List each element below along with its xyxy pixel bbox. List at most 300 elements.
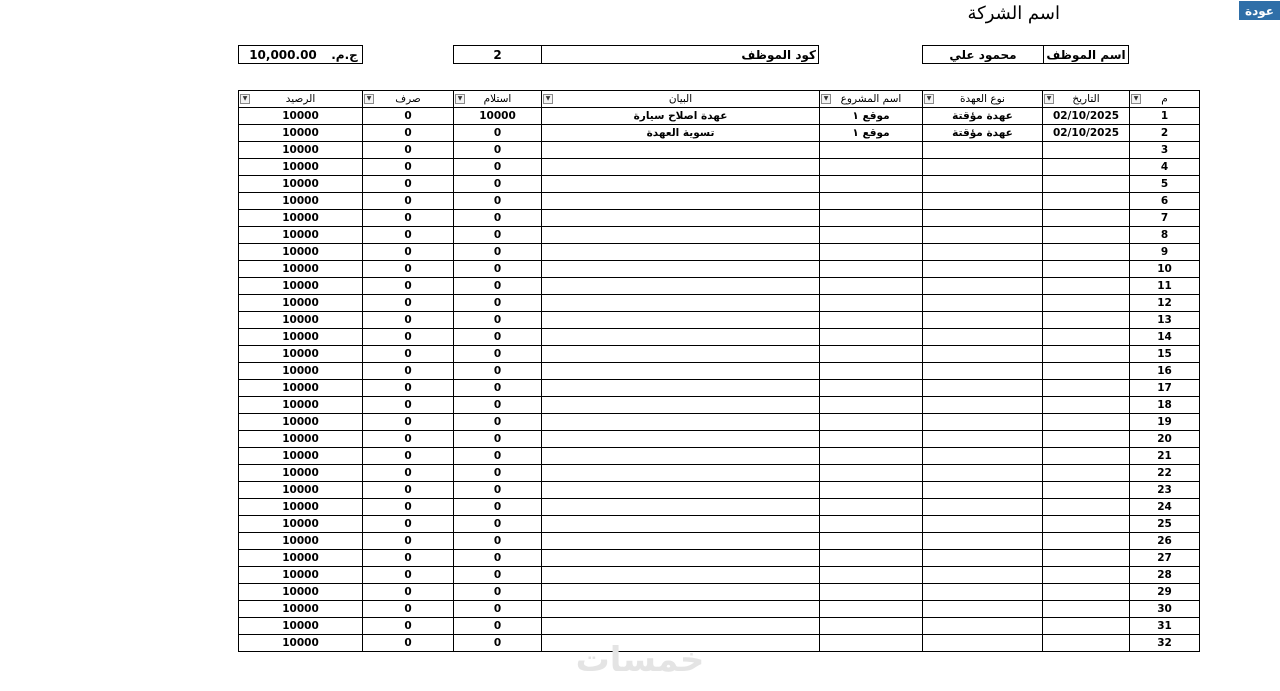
disbursement-cell[interactable]: 0 [363,550,454,567]
date-cell[interactable] [1043,584,1130,601]
filter-dropdown-icon[interactable]: ▼ [1131,94,1141,104]
description-cell[interactable] [542,210,820,227]
disbursement-cell[interactable]: 0 [363,159,454,176]
date-cell[interactable] [1043,312,1130,329]
receipt-cell[interactable]: 0 [454,261,542,278]
index-cell[interactable]: 2 [1130,125,1200,142]
custody-type-cell[interactable] [923,618,1043,635]
receipt-cell[interactable]: 0 [454,312,542,329]
project-name-cell[interactable] [820,482,923,499]
table-body [239,108,1200,652]
index-cell[interactable]: 4 [1130,159,1200,176]
disbursement-cell[interactable]: 0 [363,108,454,125]
description-cell[interactable] [542,550,820,567]
project-name-cell[interactable] [820,210,923,227]
disbursement-cell[interactable]: 0 [363,210,454,227]
project-name-cell[interactable] [820,601,923,618]
receipt-cell[interactable]: 0 [454,295,542,312]
index-cell[interactable]: 28 [1130,567,1200,584]
disbursement-cell[interactable]: 0 [363,312,454,329]
column-header-index[interactable] [1130,91,1200,108]
project-name-cell[interactable] [820,567,923,584]
description-cell[interactable] [542,261,820,278]
custody-type-cell[interactable] [923,499,1043,516]
filter-dropdown-icon[interactable]: ▼ [821,94,831,104]
receipt-cell[interactable]: 0 [454,635,542,652]
project-name-cell[interactable] [820,329,923,346]
date-cell[interactable] [1043,533,1130,550]
balance-cell[interactable]: 10000 [239,193,363,210]
date-cell[interactable] [1043,159,1130,176]
balance-cell[interactable]: 10000 [239,210,363,227]
balance-cell[interactable]: 10000 [239,244,363,261]
table-row [239,227,1200,244]
table-row [239,142,1200,159]
project-name-cell[interactable] [820,584,923,601]
date-cell[interactable]: 02/10/2025 [1043,125,1130,142]
description-cell[interactable] [542,329,820,346]
table-row [239,567,1200,584]
table-row [239,125,1200,142]
receipt-cell[interactable]: 0 [454,550,542,567]
project-name-cell[interactable]: موقع ١ [820,108,923,125]
balance-cell[interactable]: 10000 [239,125,363,142]
receipt-cell[interactable]: 0 [454,482,542,499]
balance-cell[interactable]: 10000 [239,567,363,584]
date-cell[interactable] [1043,244,1130,261]
receipt-cell[interactable]: 0 [454,193,542,210]
description-cell[interactable] [542,567,820,584]
description-cell[interactable]: عهدة اصلاح سيارة [542,108,820,125]
disbursement-cell[interactable]: 0 [363,499,454,516]
date-cell[interactable] [1043,635,1130,652]
project-name-cell[interactable] [820,499,923,516]
date-cell[interactable] [1043,227,1130,244]
custody-type-cell[interactable] [923,550,1043,567]
description-cell[interactable] [542,414,820,431]
index-cell[interactable]: 22 [1130,465,1200,482]
description-cell[interactable] [542,448,820,465]
description-cell[interactable] [542,312,820,329]
custody-type-cell[interactable] [923,261,1043,278]
balance-currency: ج.م. [331,47,358,62]
receipt-cell[interactable]: 0 [454,516,542,533]
project-name-cell[interactable] [820,346,923,363]
description-cell[interactable] [542,397,820,414]
receipt-cell[interactable]: 0 [454,431,542,448]
custody-type-cell[interactable]: عهدة مؤقتة [923,108,1043,125]
date-cell[interactable] [1043,601,1130,618]
disbursement-cell[interactable]: 0 [363,125,454,142]
receipt-cell[interactable]: 0 [454,601,542,618]
index-cell[interactable]: 9 [1130,244,1200,261]
project-name-cell[interactable] [820,431,923,448]
index-cell[interactable]: 26 [1130,533,1200,550]
balance-cell[interactable]: 10000 [239,312,363,329]
description-cell[interactable] [542,499,820,516]
balance-box [238,45,363,64]
receipt-cell[interactable]: 0 [454,414,542,431]
custody-type-cell[interactable] [923,363,1043,380]
balance-cell[interactable]: 10000 [239,142,363,159]
index-cell[interactable]: 3 [1130,142,1200,159]
receipt-cell[interactable]: 0 [454,210,542,227]
date-cell[interactable] [1043,482,1130,499]
table-row [239,108,1200,125]
date-cell[interactable] [1043,295,1130,312]
disbursement-cell[interactable]: 0 [363,176,454,193]
date-cell[interactable] [1043,380,1130,397]
disbursement-cell[interactable]: 0 [363,363,454,380]
balance-cell[interactable]: 10000 [239,584,363,601]
custody-type-cell[interactable] [923,533,1043,550]
column-header-label: الرصيد [285,93,316,105]
balance-cell[interactable]: 10000 [239,278,363,295]
project-name-cell[interactable] [820,278,923,295]
balance-cell[interactable]: 10000 [239,499,363,516]
custody-type-cell[interactable] [923,278,1043,295]
index-cell[interactable]: 7 [1130,210,1200,227]
table-row [239,193,1200,210]
index-cell[interactable]: 31 [1130,618,1200,635]
table-row [239,176,1200,193]
custody-type-cell[interactable] [923,244,1043,261]
index-cell[interactable]: 24 [1130,499,1200,516]
disbursement-cell[interactable]: 0 [363,329,454,346]
project-name-cell[interactable] [820,550,923,567]
index-cell[interactable]: 18 [1130,397,1200,414]
disbursement-cell[interactable]: 0 [363,142,454,159]
column-header-custody-type[interactable] [923,91,1043,108]
description-cell[interactable] [542,346,820,363]
balance-cell[interactable]: 10000 [239,516,363,533]
index-cell[interactable]: 27 [1130,550,1200,567]
receipt-cell[interactable]: 0 [454,176,542,193]
custody-type-cell[interactable] [923,482,1043,499]
custody-type-cell[interactable] [923,414,1043,431]
company-title: اسم الشركة [967,3,1060,24]
custody-type-cell[interactable] [923,142,1043,159]
balance-cell[interactable]: 10000 [239,550,363,567]
custody-type-cell[interactable] [923,295,1043,312]
description-cell[interactable] [542,584,820,601]
back-button[interactable]: عودة [1239,1,1280,20]
project-name-cell[interactable] [820,448,923,465]
custody-type-cell[interactable] [923,465,1043,482]
custody-type-cell[interactable] [923,601,1043,618]
project-name-cell[interactable] [820,295,923,312]
employee-code-value[interactable]: 2 [454,46,542,63]
date-cell[interactable] [1043,465,1130,482]
custody-type-cell[interactable] [923,346,1043,363]
project-name-cell[interactable]: موقع ١ [820,125,923,142]
employee-code-label: كود الموظف [741,47,816,62]
date-cell[interactable] [1043,448,1130,465]
description-cell[interactable] [542,465,820,482]
table-row [239,499,1200,516]
custody-type-cell[interactable]: عهدة مؤقتة [923,125,1043,142]
date-cell[interactable] [1043,550,1130,567]
project-name-cell[interactable] [820,176,923,193]
disbursement-cell[interactable]: 0 [363,431,454,448]
disbursement-cell[interactable]: 0 [363,465,454,482]
column-header-date[interactable] [1043,91,1130,108]
index-cell[interactable]: 17 [1130,380,1200,397]
custody-type-cell[interactable] [923,193,1043,210]
employee-name-box [922,45,1129,64]
receipt-cell[interactable]: 0 [454,380,542,397]
project-name-cell[interactable] [820,380,923,397]
table-row [239,278,1200,295]
receipt-cell[interactable]: 0 [454,465,542,482]
index-cell[interactable]: 21 [1130,448,1200,465]
project-name-cell[interactable] [820,414,923,431]
table-row [239,363,1200,380]
disbursement-cell[interactable]: 0 [363,516,454,533]
receipt-cell[interactable]: 10000 [454,108,542,125]
balance-cell[interactable]: 10000 [239,482,363,499]
project-name-cell[interactable] [820,635,923,652]
balance-cell[interactable]: 10000 [239,533,363,550]
balance-cell[interactable]: 10000 [239,346,363,363]
disbursement-cell[interactable]: 0 [363,295,454,312]
disbursement-cell[interactable]: 0 [363,193,454,210]
balance-cell[interactable]: 10000 [239,329,363,346]
balance-cell[interactable]: 10000 [239,295,363,312]
table-row [239,431,1200,448]
column-header-label: نوع العهدة [960,93,1005,105]
description-cell[interactable] [542,295,820,312]
project-name-cell[interactable] [820,244,923,261]
receipt-cell[interactable]: 0 [454,244,542,261]
project-name-cell[interactable] [820,533,923,550]
filter-dropdown-icon[interactable]: ▼ [364,94,374,104]
disbursement-cell[interactable]: 0 [363,380,454,397]
description-cell[interactable] [542,363,820,380]
index-cell[interactable]: 25 [1130,516,1200,533]
index-cell[interactable]: 29 [1130,584,1200,601]
index-cell[interactable]: 10 [1130,261,1200,278]
filter-dropdown-icon[interactable]: ▼ [455,94,465,104]
column-header-project-name[interactable] [820,91,923,108]
balance-cell[interactable]: 10000 [239,176,363,193]
balance-cell[interactable]: 10000 [239,227,363,244]
project-name-cell[interactable] [820,193,923,210]
balance-cell[interactable]: 10000 [239,363,363,380]
custody-type-cell[interactable] [923,176,1043,193]
table-row [239,261,1200,278]
description-cell[interactable] [542,635,820,652]
index-cell[interactable]: 16 [1130,363,1200,380]
date-cell[interactable] [1043,142,1130,159]
description-cell[interactable] [542,601,820,618]
column-header-balance[interactable] [239,91,363,108]
receipt-cell[interactable]: 0 [454,329,542,346]
project-name-cell[interactable] [820,516,923,533]
disbursement-cell[interactable]: 0 [363,397,454,414]
table-row [239,601,1200,618]
project-name-cell[interactable] [820,363,923,380]
filter-dropdown-icon[interactable]: ▼ [924,94,934,104]
balance-cell[interactable]: 10000 [239,465,363,482]
project-name-cell[interactable] [820,159,923,176]
balance-cell[interactable]: 10000 [239,159,363,176]
project-name-cell[interactable] [820,142,923,159]
receipt-cell[interactable]: 0 [454,346,542,363]
custody-type-cell[interactable] [923,448,1043,465]
date-cell[interactable] [1043,193,1130,210]
balance-cell[interactable]: 10000 [239,397,363,414]
receipt-cell[interactable]: 0 [454,584,542,601]
receipt-cell[interactable]: 0 [454,125,542,142]
description-cell[interactable] [542,193,820,210]
disbursement-cell[interactable]: 0 [363,278,454,295]
custody-type-cell[interactable] [923,312,1043,329]
receipt-cell[interactable]: 0 [454,448,542,465]
date-cell[interactable] [1043,516,1130,533]
receipt-cell[interactable]: 0 [454,533,542,550]
table-row [239,397,1200,414]
date-cell[interactable] [1043,618,1130,635]
date-cell[interactable] [1043,346,1130,363]
receipt-cell[interactable]: 0 [454,159,542,176]
disbursement-cell[interactable]: 0 [363,346,454,363]
balance-cell[interactable]: 10000 [239,635,363,652]
index-cell[interactable]: 5 [1130,176,1200,193]
balance-cell[interactable]: 10000 [239,601,363,618]
description-cell[interactable] [542,244,820,261]
disbursement-cell[interactable]: 0 [363,567,454,584]
balance-cell[interactable]: 10000 [239,108,363,125]
date-cell[interactable] [1043,329,1130,346]
index-cell[interactable]: 32 [1130,635,1200,652]
custody-type-cell[interactable] [923,567,1043,584]
employee-name-value[interactable]: محمود علي [923,46,1044,63]
date-cell[interactable] [1043,176,1130,193]
date-cell[interactable] [1043,414,1130,431]
disbursement-cell[interactable]: 0 [363,635,454,652]
disbursement-cell[interactable]: 0 [363,584,454,601]
date-cell[interactable] [1043,363,1130,380]
project-name-cell[interactable] [820,465,923,482]
project-name-cell[interactable] [820,261,923,278]
filter-dropdown-icon[interactable]: ▼ [240,94,250,104]
index-cell[interactable]: 13 [1130,312,1200,329]
index-cell[interactable]: 8 [1130,227,1200,244]
index-cell[interactable]: 11 [1130,278,1200,295]
index-cell[interactable]: 30 [1130,601,1200,618]
receipt-cell[interactable]: 0 [454,278,542,295]
description-cell[interactable] [542,278,820,295]
date-cell[interactable] [1043,397,1130,414]
description-cell[interactable] [542,227,820,244]
filter-dropdown-icon[interactable]: ▼ [543,94,553,104]
disbursement-cell[interactable]: 0 [363,244,454,261]
disbursement-cell[interactable]: 0 [363,448,454,465]
date-cell[interactable] [1043,278,1130,295]
receipt-cell[interactable]: 0 [454,567,542,584]
disbursement-cell[interactable]: 0 [363,601,454,618]
balance-cell[interactable]: 10000 [239,380,363,397]
date-cell[interactable] [1043,567,1130,584]
balance-cell[interactable]: 10000 [239,448,363,465]
custody-type-cell[interactable] [923,516,1043,533]
description-cell[interactable] [542,142,820,159]
custody-type-cell[interactable] [923,227,1043,244]
date-cell[interactable] [1043,431,1130,448]
index-cell[interactable]: 23 [1130,482,1200,499]
disbursement-cell[interactable]: 0 [363,414,454,431]
description-cell[interactable] [542,176,820,193]
description-cell[interactable] [542,618,820,635]
date-cell[interactable] [1043,261,1130,278]
receipt-cell[interactable]: 0 [454,397,542,414]
balance-cell[interactable]: 10000 [239,431,363,448]
index-cell[interactable]: 14 [1130,329,1200,346]
project-name-cell[interactable] [820,618,923,635]
disbursement-cell[interactable]: 0 [363,482,454,499]
index-cell[interactable]: 19 [1130,414,1200,431]
column-header-receipt[interactable] [454,91,542,108]
custody-type-cell[interactable] [923,431,1043,448]
description-cell[interactable]: تسوية العهدة [542,125,820,142]
description-cell[interactable] [542,431,820,448]
balance-cell[interactable]: 10000 [239,261,363,278]
custody-type-cell[interactable] [923,397,1043,414]
index-cell[interactable]: 6 [1130,193,1200,210]
date-cell[interactable]: 02/10/2025 [1043,108,1130,125]
filter-dropdown-icon[interactable]: ▼ [1044,94,1054,104]
index-cell[interactable]: 12 [1130,295,1200,312]
project-name-cell[interactable] [820,397,923,414]
description-cell[interactable] [542,482,820,499]
custody-type-cell[interactable] [923,329,1043,346]
date-cell[interactable] [1043,499,1130,516]
date-cell[interactable] [1043,210,1130,227]
column-header-disbursement[interactable] [363,91,454,108]
balance-cell[interactable]: 10000 [239,618,363,635]
disbursement-cell[interactable]: 0 [363,227,454,244]
custody-type-cell[interactable] [923,210,1043,227]
description-cell[interactable] [542,380,820,397]
disbursement-cell[interactable]: 0 [363,261,454,278]
column-header-label: التاريخ [1072,93,1100,105]
receipt-cell[interactable]: 0 [454,227,542,244]
custody-type-cell[interactable] [923,584,1043,601]
index-cell[interactable]: 15 [1130,346,1200,363]
column-header-label: استلام [483,93,512,105]
description-cell[interactable] [542,159,820,176]
receipt-cell[interactable]: 0 [454,142,542,159]
receipt-cell[interactable]: 0 [454,363,542,380]
project-name-cell[interactable] [820,312,923,329]
receipt-cell[interactable]: 0 [454,618,542,635]
description-cell[interactable] [542,516,820,533]
balance-cell[interactable]: 10000 [239,414,363,431]
description-cell[interactable] [542,533,820,550]
column-header-description[interactable] [542,91,820,108]
custody-type-cell[interactable] [923,159,1043,176]
receipt-cell[interactable]: 0 [454,499,542,516]
project-name-cell[interactable] [820,227,923,244]
custody-type-cell[interactable] [923,635,1043,652]
column-header-label: صرف [395,93,421,105]
custody-type-cell[interactable] [923,380,1043,397]
disbursement-cell[interactable]: 0 [363,618,454,635]
index-cell[interactable]: 1 [1130,108,1200,125]
index-cell[interactable]: 20 [1130,431,1200,448]
disbursement-cell[interactable]: 0 [363,533,454,550]
